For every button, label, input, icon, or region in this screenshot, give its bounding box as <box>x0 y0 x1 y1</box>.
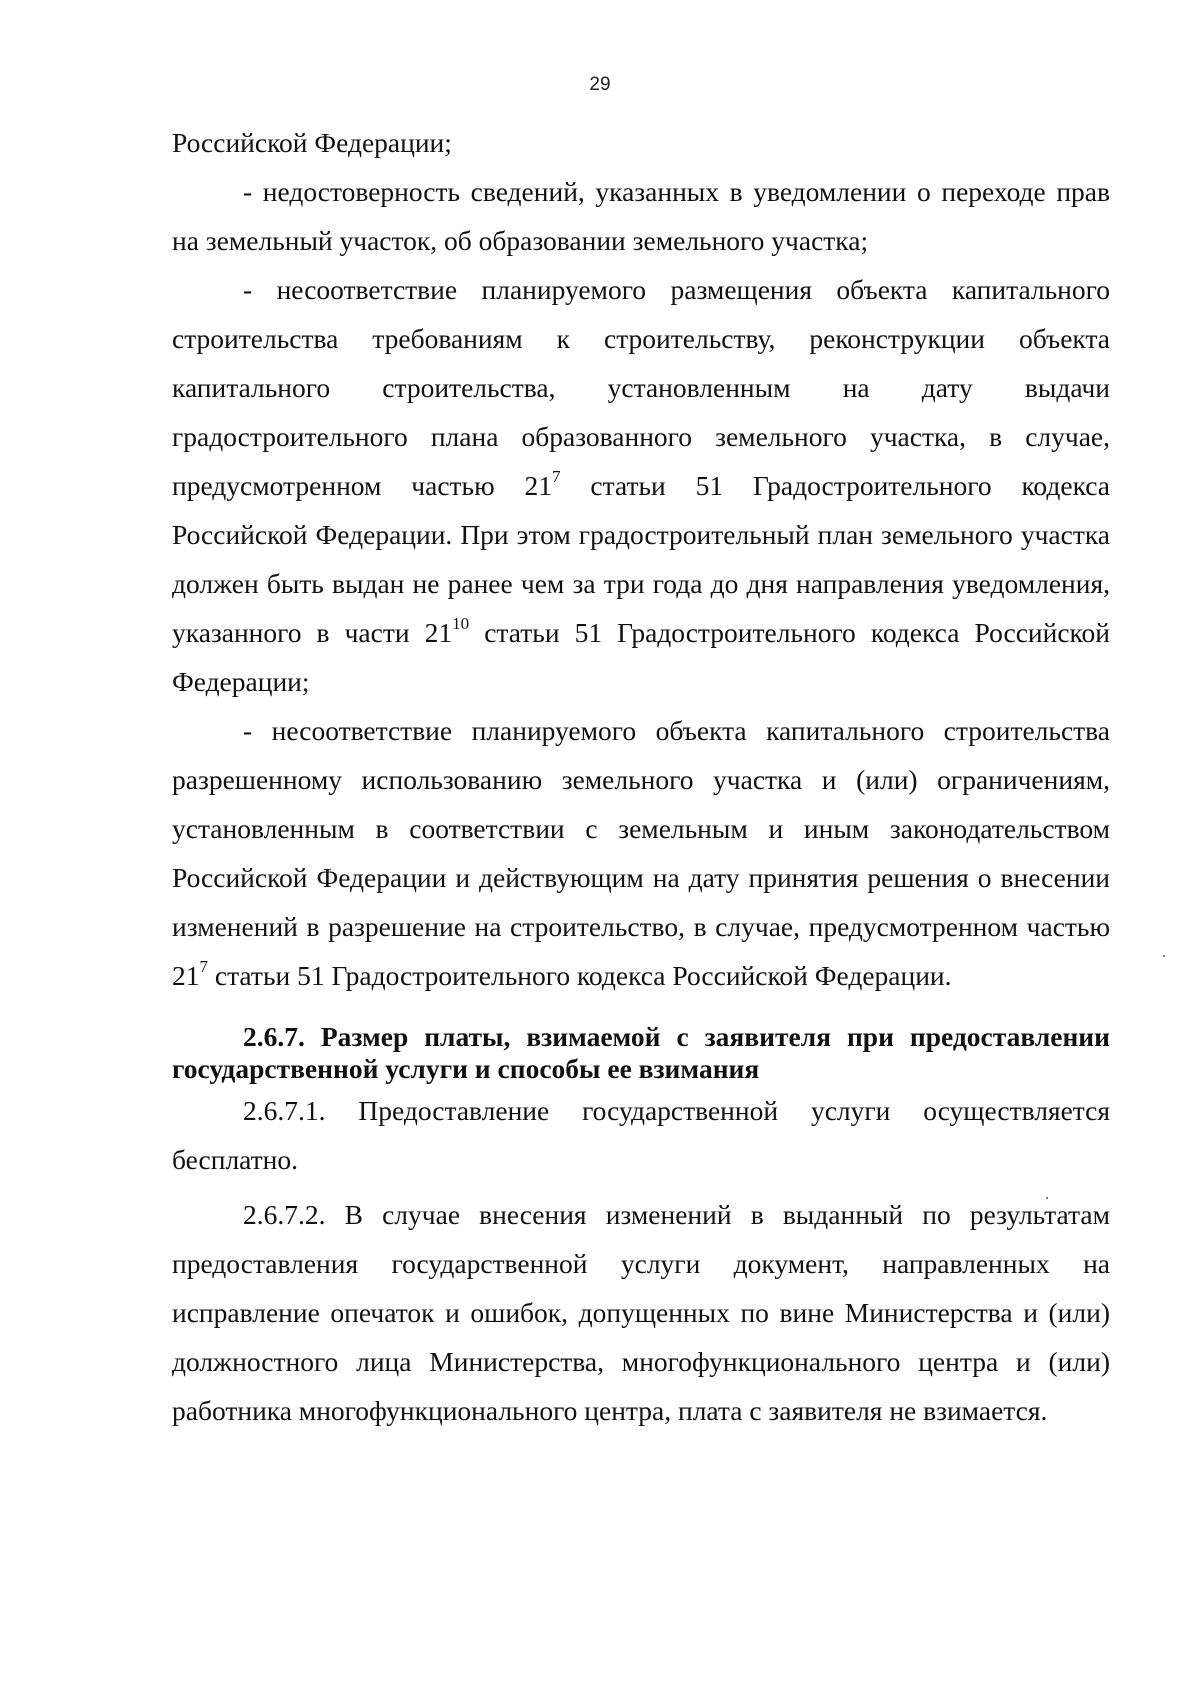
text-segment: - несоответствие планируемого объекта капитального строительства разрешенному использованию земельного участка и (или) ограничениям, установленным в соответствии с земельным и иным законодательством Российской Федерации и действующим на дату принятия решения о внесении изменений в разрешение на строительство, в случае, предусмотренном частью 21 <box>172 715 1110 991</box>
text-segment: статьи 51 Градостроительного кодекса Российской Федерации. При этом градостроительный план земельного участка должен быть выдан не ранее чем за три года до дня направления уведомления, указанного в части 21 <box>172 470 1111 648</box>
superscript-7: 7 <box>199 957 208 976</box>
text-segment: статьи 51 Градостроительного кодекса Российской Федерации; <box>172 617 1110 697</box>
paragraph-list-item-placement-mismatch <box>172 265 1110 706</box>
text-segment: - несоответствие планируемого размещения объекта капитального строительства требованиям к строительству, реконструкции объекта капитального строительства, установленным на дату выдачи градостроительного плана образованного земельного участка, в случае, предусмотренном частью 21 <box>172 274 1110 501</box>
paragraph-2-6-7-1: 2.6.7.1. Предоставление государственной услуги осуществляется бесплатно. <box>172 1095 1110 1175</box>
paragraph-list-item-use-mismatch <box>172 706 1110 1000</box>
page-number: 29 <box>589 74 611 95</box>
paragraph-list-item-unreliable-info: - недостоверность сведений, указанных в уведомлении о переходе прав на земельный участок, об образовании земельного участка; <box>172 176 1110 256</box>
scan-speck <box>1163 955 1165 957</box>
document-body <box>172 118 1110 1435</box>
superscript-7: 7 <box>552 467 561 486</box>
superscript-10: 10 <box>452 614 470 633</box>
scan-speck <box>1046 1197 1048 1199</box>
section-heading-2-6-7: 2.6.7. Размер платы, взимаемой с заявителя при предоставлении государственной услуги и способы ее взимания <box>172 1021 1110 1084</box>
paragraph-2-6-7-2: 2.6.7.2. В случае внесения изменений в выданный по результатам предоставления государственной услуги документ, направленных на исправление опечаток и ошибок, допущенных по вине Министерства и (или) должностного лица Министерства, многофункционального центра и (или) работника многофункционального центра, плата с заявителя не взимается. <box>172 1199 1110 1426</box>
paragraph-continuation: Российской Федерации; <box>172 127 452 158</box>
text-segment: статьи 51 Градостроительного кодекса Российской Федерации. <box>208 960 952 991</box>
